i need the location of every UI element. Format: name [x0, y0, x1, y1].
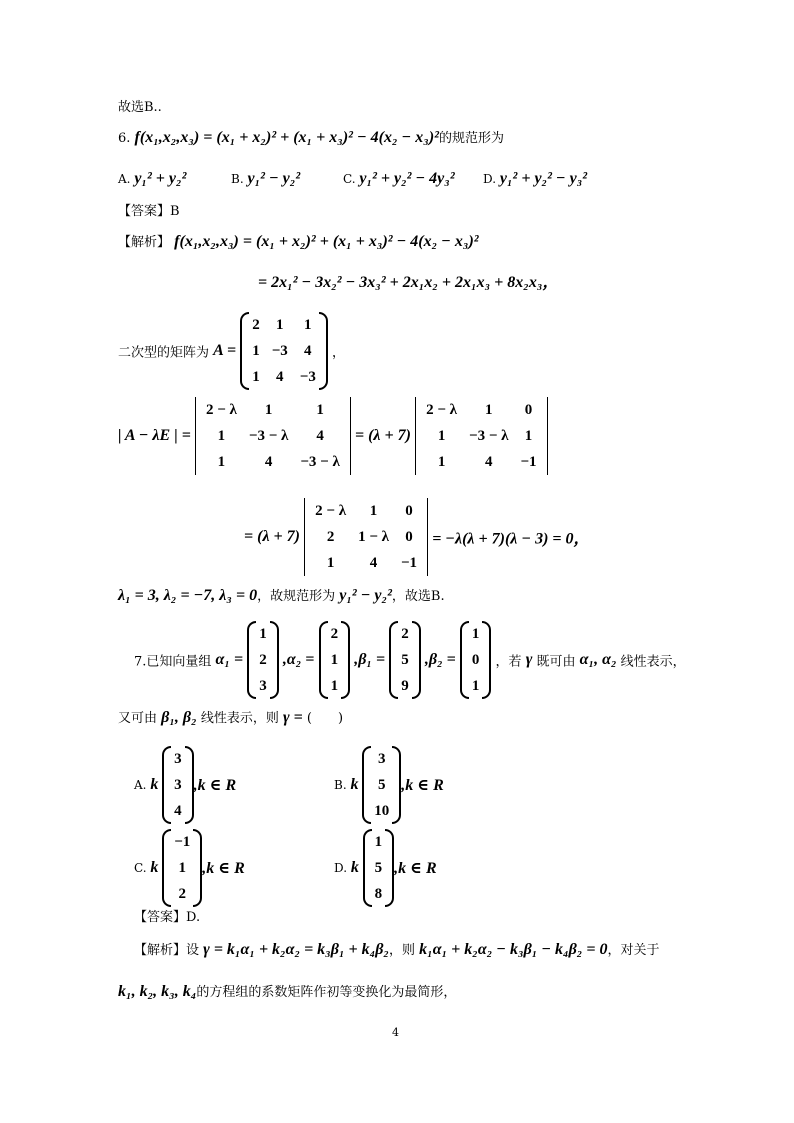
matrix-cell: 1	[330, 651, 339, 668]
q7-option-b: B. k 3 5 10,k ∈ R	[334, 746, 444, 824]
matrix-cell: 4	[275, 368, 284, 385]
matrix-cell: 0	[405, 502, 413, 519]
matrix-cell: 1	[275, 316, 284, 333]
matrix-cell: 1	[326, 554, 335, 571]
matrix-cell: 0	[405, 528, 413, 545]
option-a-vector	[168, 746, 188, 824]
q6-option-d: D. y₁² + y₂² − y₃²	[483, 170, 588, 187]
q7-stem: 7.已知向量组 α₁ = 1 2 3 ,α₂ = 2 1 1 ,β₁ = 2 5 9 ,β₂ = 1 0 1 ，若 γ 既可由 α₁, α₂ 线性表示，	[134, 621, 686, 699]
vector-beta1	[395, 621, 415, 699]
vector-beta2	[466, 621, 486, 699]
matrix-cell: 1	[437, 453, 446, 470]
q6-expansion: = 2x₁² − 3x₂² − 3x₃² + 2x₁x₂ + 2x₁x₃ + 8x₂x₃，	[258, 274, 559, 291]
q7-option-c-vector	[162, 829, 202, 907]
matrix-cell: −3 − λ	[248, 427, 289, 444]
q7-answer: 【答案】D.	[134, 910, 201, 925]
matrix-cell: 3	[174, 750, 182, 767]
quadratic-form-matrix	[246, 312, 322, 390]
option-c-vector	[168, 829, 196, 907]
q6-answer: 【答案】B	[118, 204, 180, 219]
matrix-cell: 1	[259, 625, 267, 642]
q7-stem-line-2: 又可由 β₁, β₂ 线性表示，则 γ = ( )	[118, 709, 344, 726]
matrix-cell: 2 − λ	[426, 401, 458, 418]
q6-determinant-line: | A − λE | = 2 − λ 1 1 1 −3 − λ 4 1 4 −3 − λ = (λ + 7) 2 − λ 1 0 1 −3 − λ 1 1 4 −1	[118, 397, 548, 475]
q6-det-2	[415, 397, 547, 475]
vector-alpha1	[253, 621, 273, 699]
matrix-cell: −1	[520, 453, 537, 470]
q6-matrix-line: 二次型的矩阵为 A = 2 1 1 1 −3 4 1 4 −3 ，	[118, 312, 345, 390]
q6-determinant-line-2: = (λ + 7) 2 − λ 1 0 2 1 − λ 0 1 4 −1 = −λ(λ + 7)(λ − 3) = 0，	[244, 498, 590, 576]
option-b-vector	[368, 746, 395, 824]
matrix-cell: 2	[252, 316, 260, 333]
q6-det-1	[195, 397, 351, 475]
matrix-cell: 1	[485, 401, 493, 418]
q6-function: f(x₁,x₂,x₃) = (x₁ + x₂)² + (x₁ + x₃)² − 4(x₂ − x₃)²	[134, 129, 439, 146]
q7-vector-alpha1	[247, 621, 279, 699]
q7-vector-beta2	[460, 621, 492, 699]
q7-option-a-vector	[162, 746, 194, 824]
matrix-cell: 2	[178, 885, 187, 902]
matrix-cell: 5	[374, 859, 383, 876]
matrix-cell: 2	[326, 528, 335, 545]
matrix-cell: 2	[330, 625, 339, 642]
q7-option-b-vector	[362, 746, 401, 824]
q7-analysis: 【解析】设 γ = k₁α₁ + k₂α₂ = k₃β₁ + k₄β₂，则 k₁α₁ + k₂α₂ − k₃β₁ − k₄β₂ = 0，对关于	[134, 941, 660, 958]
matrix-cell: −1	[174, 833, 191, 850]
matrix-cell: −3 − λ	[300, 453, 340, 470]
matrix-cell: 4	[264, 453, 273, 470]
q7-option-c: C. k −1 1 2,k ∈ R	[134, 829, 245, 907]
determinant-2	[420, 397, 542, 475]
matrix-cell: 0	[471, 651, 480, 668]
q6-matrix	[240, 312, 328, 390]
matrix-cell: 4	[304, 342, 312, 359]
matrix-cell: −3 − λ	[469, 427, 509, 444]
q6-analysis: 【解析】 f(x₁,x₂,x₃) = (x₁ + x₂)² + (x₁ + x₃)² − 4(x₂ − x₃)²	[118, 233, 479, 250]
matrix-cell: 1	[217, 453, 226, 470]
q6-det-3	[304, 498, 428, 576]
matrix-cell: 1	[316, 401, 324, 418]
matrix-cell: 1	[330, 677, 339, 694]
matrix-cell: 1	[369, 502, 378, 519]
page-number: 4	[392, 1026, 399, 1039]
q6-stem	[118, 128, 504, 149]
matrix-cell: 1	[524, 427, 533, 444]
matrix-cell: 1	[264, 401, 273, 418]
matrix-cell: 10	[374, 802, 390, 819]
matrix-cell: 4	[174, 802, 182, 819]
matrix-cell: −1	[400, 554, 418, 571]
matrix-cell: 3	[378, 750, 386, 767]
matrix-cell: 1	[471, 625, 480, 642]
matrix-cell: 3	[259, 677, 267, 694]
matrix-cell: 2 − λ	[205, 401, 237, 418]
matrix-cell: 3	[174, 776, 182, 793]
matrix-cell: 4	[369, 554, 378, 571]
q6-option-c: C. y₁² + y₂² − 4y₃²	[343, 170, 455, 187]
matrix-cell: 1	[252, 342, 260, 359]
matrix-cell: 4	[316, 427, 324, 444]
q7-option-a: A. k 3 3 4,k ∈ R	[134, 746, 236, 824]
matrix-cell: 2 − λ	[315, 502, 347, 519]
option-d-vector	[369, 829, 389, 907]
matrix-cell: 1	[471, 677, 480, 694]
matrix-cell: 8	[374, 885, 383, 902]
matrix-cell: 1	[252, 368, 260, 385]
q7-option-d: D. k 1 5 8,k ∈ R	[334, 829, 437, 907]
q7-vector-alpha2	[319, 621, 351, 699]
determinant-1	[200, 397, 346, 475]
q6-number: 6.	[118, 131, 131, 146]
vector-alpha2	[325, 621, 345, 699]
matrix-cell: 0	[524, 401, 533, 418]
matrix-cell: −3	[299, 368, 316, 385]
matrix-cell: 4	[485, 453, 493, 470]
matrix-cell: 2	[401, 625, 409, 642]
matrix-cell: 1	[178, 859, 187, 876]
matrix-cell: 9	[401, 677, 409, 694]
q7-analysis-line-2: k₁, k₂, k₃, k₄的方程组的系数矩阵作初等变换化为最简形，	[118, 983, 457, 1000]
matrix-cell: −3	[271, 342, 288, 359]
q6-option-b: B. y₁² − y₂²	[231, 170, 301, 187]
q6-option-a: A. y₁² + y₂²	[118, 170, 187, 187]
matrix-cell: 2	[259, 651, 267, 668]
matrix-cell: 1	[217, 427, 226, 444]
q7-option-d-vector	[363, 829, 395, 907]
matrix-cell: 1	[374, 833, 383, 850]
matrix-cell: 5	[378, 776, 386, 793]
q7-vector-beta1	[389, 621, 421, 699]
q6-eigenvalues: λ₁ = 3, λ₂ = −7, λ₃ = 0，故规范形为 y₁² − y₂²，故选B.	[118, 587, 445, 604]
matrix-cell: 1	[437, 427, 446, 444]
determinant-3	[309, 498, 423, 576]
matrix-cell: 1	[304, 316, 312, 333]
q6-stem-tail: 的规范形为	[438, 131, 504, 146]
matrix-cell: 1 − λ	[358, 528, 389, 545]
matrix-cell: 5	[401, 651, 409, 668]
text-prev-answer: 故选B..	[118, 100, 162, 115]
